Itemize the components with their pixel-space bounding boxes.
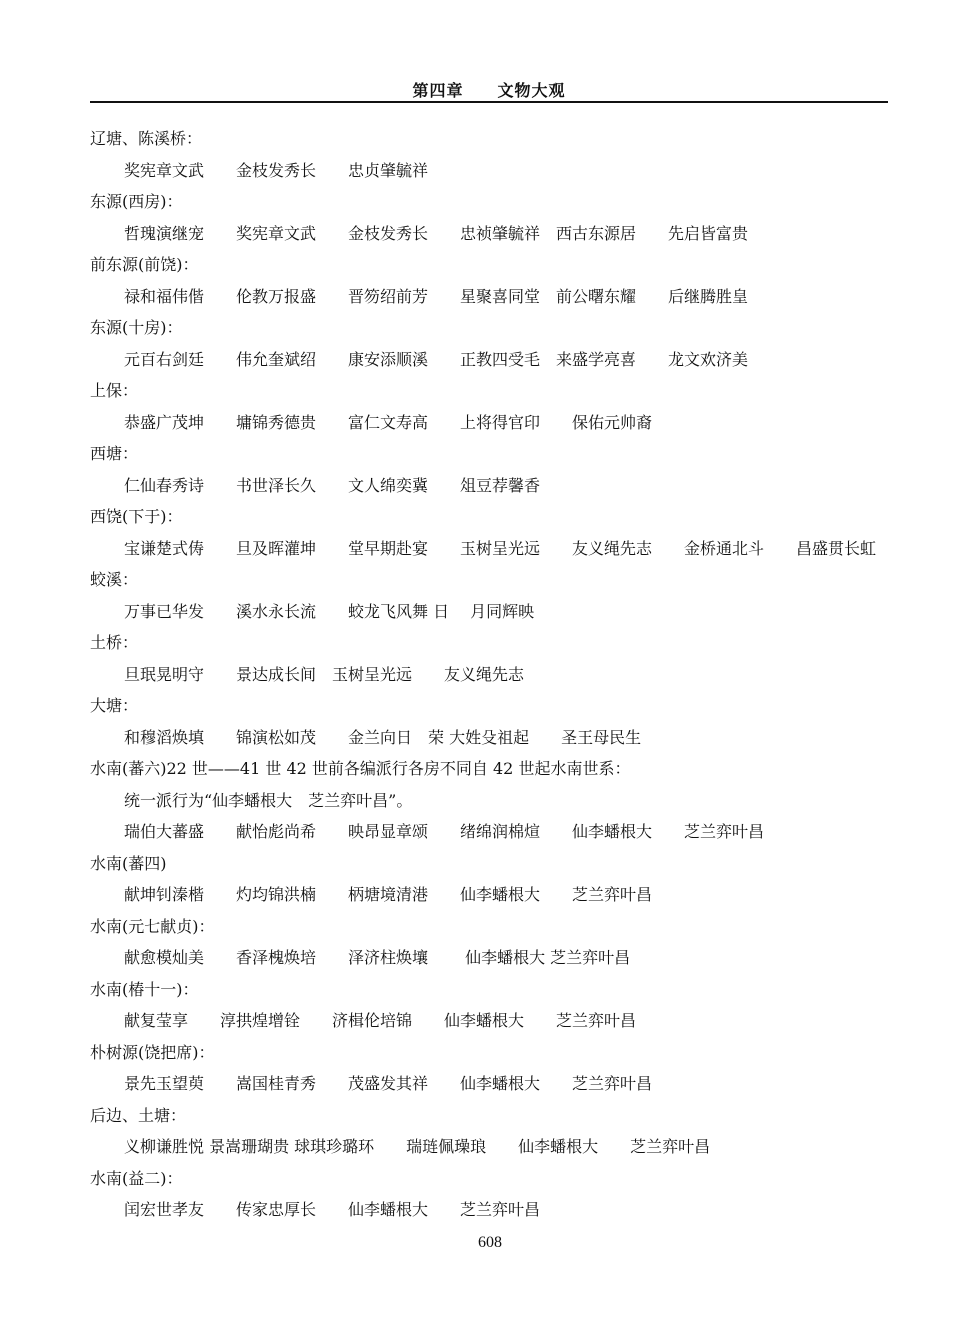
generation-names-line: 闰宏世孝友 传家忠厚长 仙李蟠根大 芝兰弈叶昌	[124, 1200, 541, 1219]
section-heading: 土桥：	[90, 633, 139, 652]
header-rule	[90, 101, 888, 103]
generation-names-line: 仁仙春秀诗 书世泽长久 文人绵奕冀 俎豆荐馨香	[124, 475, 541, 495]
generation-names-line: 景先玉望萸 嵩国桂青秀 茂盛发其祥 仙李蟠根大 芝兰弈叶昌	[124, 1074, 653, 1093]
generation-names-line: 义柳谦胜悦 景嵩珊瑚贵 球琪珍璐环 瑞琏佩璪琅 仙李蟠根大 芝兰弈叶昌	[124, 1137, 711, 1156]
generation-names-line: 献愈模灿美 香泽槐焕培 泽济柱焕壤 仙李蟠根大 芝兰弈叶昌	[124, 948, 631, 967]
generation-names-line: 献坤钊溱楷 灼均锦洪楠 柄塘境清港 仙李蟠根大 芝兰弈叶昌	[124, 885, 653, 904]
section-heading: 辽塘、陈溪桥：	[90, 129, 203, 148]
section-heading: 朴树源(饶把席)：	[90, 1042, 215, 1062]
section-heading: 西塘：	[90, 444, 139, 463]
generation-names-line: 奖宪章文武 金枝发秀长 忠贞肇毓祥	[124, 160, 429, 180]
generation-names-line: 宝谦楚式俦 旦及晖灌坤 堂早期赴宴 玉树呈光远 友义绳先志 金桥通北斗 昌盛贯长虹	[124, 538, 877, 558]
generation-names-line: 元百右剑廷 伟允奎斌绍 康安添顺溪 正教四受毛 来盛学亮喜 龙文欢济美	[124, 349, 749, 369]
generation-names-line: 瑞伯大蕃盛 献怡彪尚希 映昂显章颂 绪绵润棉煊 仙李蟠根大 芝兰弈叶昌	[124, 822, 765, 841]
page-number: 608	[478, 1234, 502, 1251]
section-heading: 前东源(前饶)：	[90, 255, 199, 274]
section-heading: 东源(十房)：	[90, 318, 183, 337]
section-heading: 水南(蕃四)	[90, 853, 167, 873]
generation-names-line: 哲瑰演继宠 奖宪章文武 金枝发秀长 忠祯肇毓祥 西古东源居 先启皆富贵	[124, 223, 749, 243]
section-heading: 西饶(下于)：	[90, 507, 183, 526]
generation-names-line: 旦珉晃明守 景达成长间 玉树呈光远 友义绳先志	[124, 664, 525, 684]
section-heading: 蛟溪：	[90, 570, 139, 589]
section-heading: 东源(西房)：	[90, 192, 183, 211]
section-heading: 后边、土塘：	[90, 1105, 187, 1125]
generation-names-line: 献复莹享 淳拱煌增铨 济楫伦培锦 仙李蟠根大 芝兰弈叶昌	[124, 1011, 637, 1030]
generation-names-line: 万事已华发 溪水永长流 蛟龙飞风舞 日 月同辉映	[124, 601, 535, 621]
section-heading: 水南(益二)：	[90, 1168, 183, 1188]
chapter-header: 第四章 文物大观	[412, 81, 566, 100]
section-heading: 水南(椿十一)：	[90, 979, 199, 999]
section-heading: 水南(蕃六)22 世——41 世 42 世前各编派行各房不同自 42 世起水南世系：	[90, 759, 631, 778]
section-heading: 上保：	[90, 381, 139, 400]
generation-names-line: 禄和福伟偕 伦教万报盛 晋笏绍前芳 星聚喜同堂 前公曙东耀 后继腾胜皇	[124, 286, 749, 306]
section-heading: 水南(元七献贞)：	[90, 916, 215, 936]
genealogy-list	[90, 123, 900, 1226]
generation-names-line: 恭盛广茂坤 墉锦秀德贵 富仁文寿高 上将得官印 保佑元帅裔	[124, 412, 653, 432]
generation-names-line: 和穆滔焕填 锦演松如茂 金兰向日 荣 大姓殳祖起 圣王母民生	[124, 727, 642, 747]
section-heading: 大塘：	[90, 696, 139, 715]
generation-names-line: 统一派行为“仙李蟠根大 芝兰弈叶昌”。	[124, 790, 413, 810]
